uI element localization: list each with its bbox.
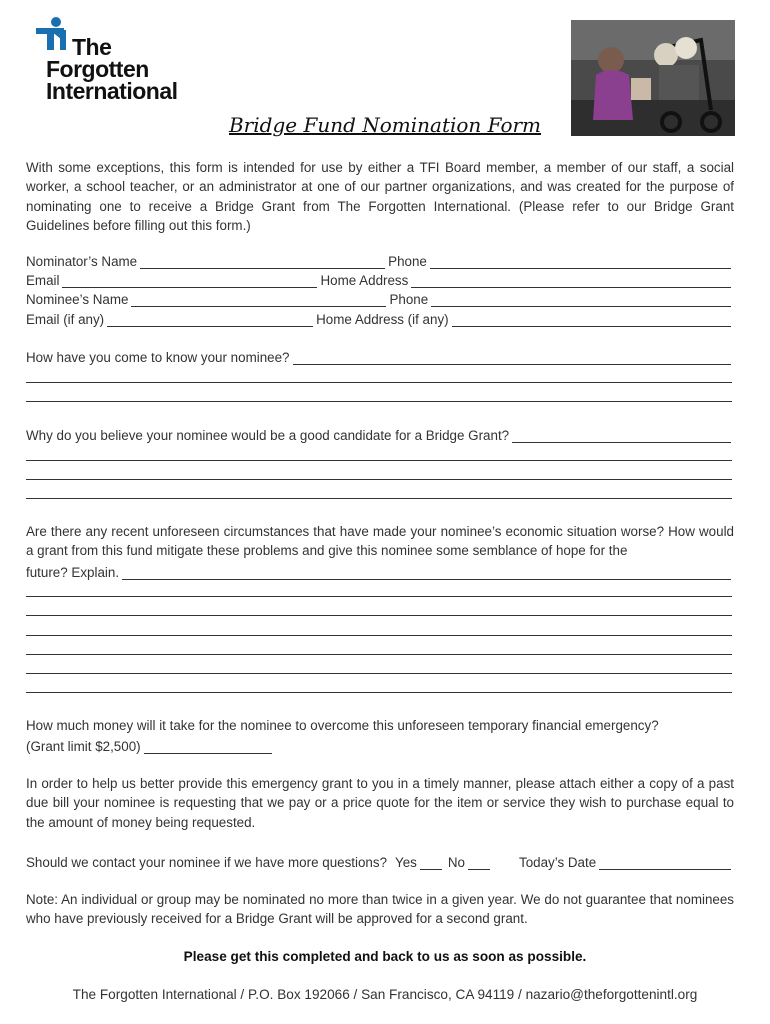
logo-line-2: Forgotten — [46, 56, 149, 82]
question-2-row — [26, 424, 734, 443]
question-3-tail-row — [26, 561, 734, 580]
nominee-name-label: Nominee’s Name — [26, 292, 129, 307]
yes-label: Yes — [395, 855, 417, 870]
logo-line-1: The — [72, 34, 112, 60]
answer-line[interactable] — [26, 615, 732, 616]
no-field[interactable] — [468, 857, 490, 870]
yes-field[interactable] — [420, 857, 442, 870]
question-1-row — [26, 346, 734, 365]
phone-field[interactable] — [430, 256, 731, 269]
answer-line[interactable] — [26, 479, 732, 480]
nominator-name-field[interactable] — [140, 256, 385, 269]
answer-line[interactable] — [26, 382, 732, 383]
email-label: Email — [26, 273, 60, 288]
answer-line[interactable] — [26, 673, 732, 674]
no-label: No — [447, 855, 465, 870]
question-2-label: Why do you believe your nominee would be a good candidate for a Bridge Grant? — [26, 428, 510, 443]
answer-line[interactable] — [26, 596, 732, 597]
closing-text: Please get this completed and back to us as soon as possible. — [183, 949, 587, 964]
email-field[interactable] — [62, 275, 317, 288]
attach-paragraph: In order to help us better provide this emergency grant to you in a timely manner, please attach either a copy of a past due bill your nominee is requesting that we pay or a price quote for the item or service they wish to purchase equal to the amount of money being requested. — [26, 776, 734, 830]
question-2-field[interactable] — [512, 430, 731, 443]
logo-line-3: International — [46, 78, 178, 104]
question-4-label: How much money will it take for the nominee to overcome this unforeseen temporary financial emergency? — [26, 718, 659, 733]
email-row — [26, 269, 734, 288]
contact-row — [26, 851, 734, 870]
footer-address: The Forgotten International / P.O. Box 192066 / San Francisco, CA 94119 / nazario@theforgottenintl.org — [72, 987, 698, 1002]
home-address-field[interactable] — [411, 275, 731, 288]
answer-line[interactable] — [26, 460, 732, 461]
note-paragraph: Note: An individual or group may be nominated no more than twice in a given year. We do not guarantee that nominees who have previously received for a Bridge Grant will be approved for a second grant. — [26, 892, 734, 927]
question-3-label: Are there any recent unforeseen circumstances that have made your nominee’s economic situation worse? How would a grant from this fund mitigate these problems and give this nominee some semblance of hope for the — [26, 524, 734, 559]
today-date-label: Today’s Date — [519, 855, 597, 870]
home-address-label: Home Address — [320, 273, 409, 288]
answer-line[interactable] — [26, 401, 732, 402]
question-3-tail: future? Explain. — [26, 565, 120, 580]
grant-limit-label: (Grant limit $2,500) — [26, 739, 141, 754]
question-1-field[interactable] — [293, 352, 732, 365]
phone2-field[interactable] — [431, 294, 731, 307]
contact-question: Should we contact your nominee if we have more questions? — [26, 855, 388, 870]
nominator-row — [26, 250, 734, 269]
nominator-name-label: Nominator’s Name — [26, 254, 138, 269]
home-address-if-any-label: Home Address (if any) — [316, 312, 449, 327]
phone-label: Phone — [388, 254, 427, 269]
question-1-label: How have you come to know your nominee? — [26, 350, 290, 365]
nominee-row — [26, 288, 734, 307]
answer-line[interactable] — [26, 654, 732, 655]
nominee-name-field[interactable] — [131, 294, 386, 307]
today-date-field[interactable] — [599, 857, 731, 870]
email-if-any-field[interactable] — [107, 314, 313, 327]
intro-paragraph: With some exceptions, this form is intended for use by either a TFI Board member, a member of our staff, a social worker, a school teacher, or an administrator at one of our partner organizations, and was created for the purpose of nominating one to receive a Bridge Grant from The Forgotten International. (Please refer to our Bridge Grant Guidelines before filling out this form.) — [26, 160, 734, 234]
answer-line[interactable] — [26, 692, 732, 693]
email-if-any-label: Email (if any) — [26, 312, 105, 327]
nominee-email-row — [26, 308, 734, 327]
answer-line[interactable] — [26, 498, 732, 499]
home-address-if-any-field[interactable] — [452, 314, 731, 327]
phone2-label: Phone — [389, 292, 429, 307]
grant-amount-field[interactable] — [144, 741, 272, 754]
question-3-field[interactable] — [122, 567, 731, 580]
page-title: Bridge Fund Nomination Form — [228, 113, 542, 137]
grant-limit-row — [26, 735, 275, 754]
answer-line[interactable] — [26, 635, 732, 636]
logo-wordmark — [46, 36, 178, 102]
